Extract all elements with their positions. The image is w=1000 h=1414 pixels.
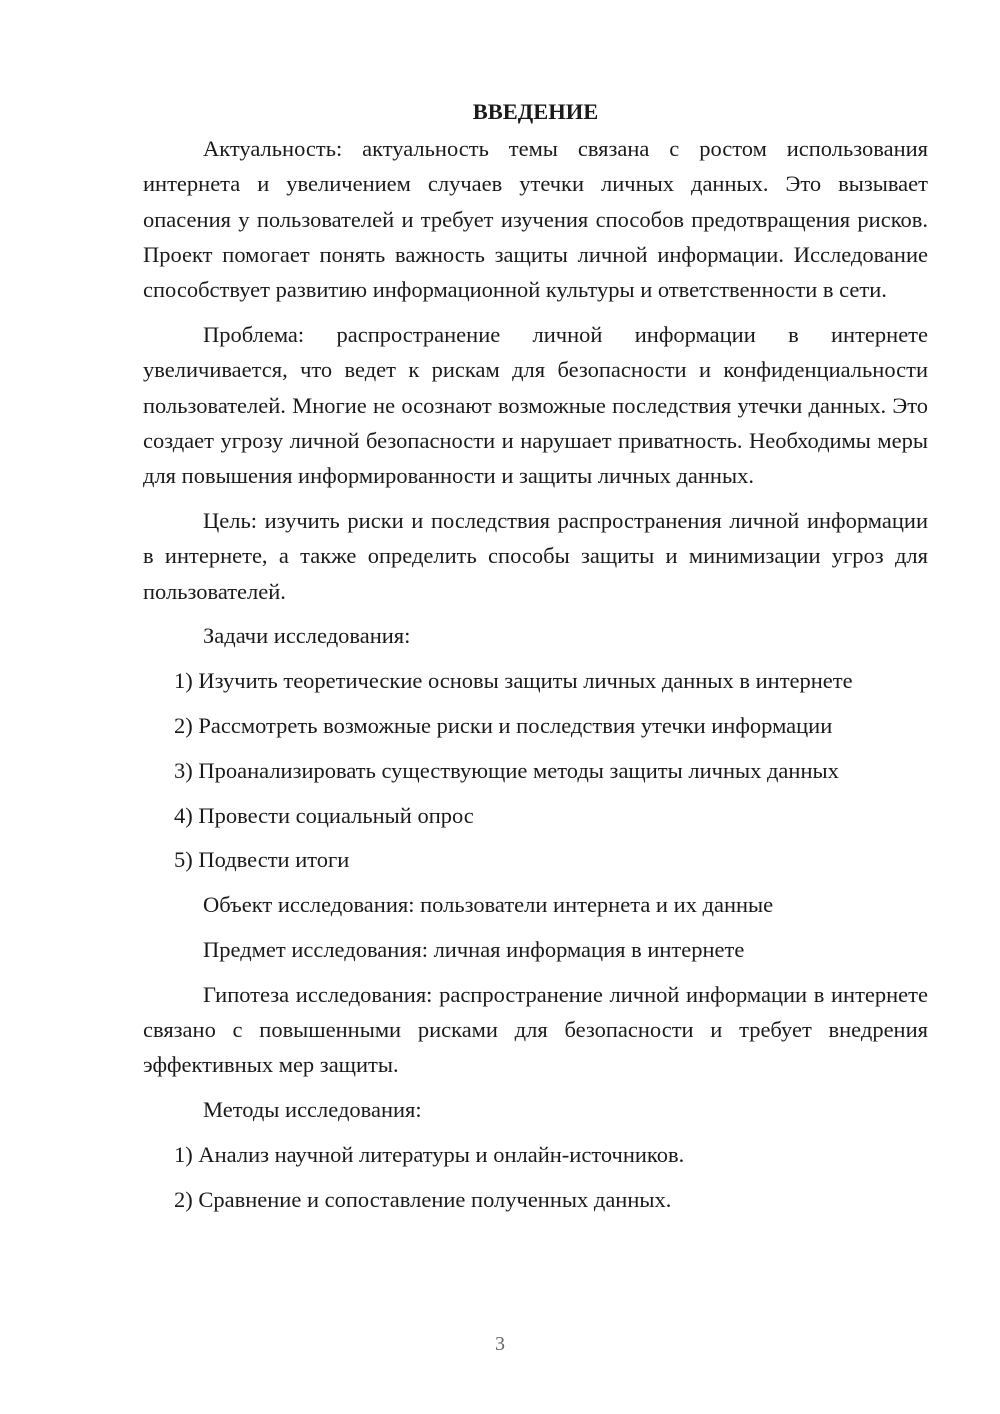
task-item: 5) Подвести итоги (174, 847, 350, 873)
object-paragraph: Объект исследования: пользователи интернета и их данные (203, 892, 774, 918)
task-item: 4) Провести социальный опрос (174, 802, 474, 828)
task-item: 3) Проанализировать существующие методы защиты личных данных (174, 757, 839, 783)
method-item: 2) Сравнение и сопоставление полученных данных. (174, 1186, 672, 1212)
relevance-paragraph: Актуальность: актуальность темы связана с ростом использования интернета и увеличением случаев утечки личных данных. Это вызывает опасения у пользователей и требует изучения способов предотвращения рисков. Проект помогает понять важность защиты личной информации. Исследование способствует развитию информационной культуры и ответственности в сети. (143, 136, 928, 303)
problem-paragraph: Проблема: распространение личной информации в интернете увеличивается, что ведет к рискам для безопасности и конфиденциальности пользователей. Многие не осознают возможные последствия утечки данных. Это создает угрозу личной безопасности и нарушает приватность. Необходимы меры для повышения информированности и защиты личных данных. (143, 321, 928, 489)
section-title: ВВЕДЕНИЕ (472, 99, 599, 124)
method-item: 1) Анализ научной литературы и онлайн-источников. (174, 1141, 685, 1167)
page-number: 3 (495, 1333, 505, 1355)
tasks-heading: Задачи исследования: (203, 623, 411, 649)
hypothesis-paragraph: Гипотеза исследования: распространение личной информации в интернете связано с повышенными рисками для безопасности и требует внедрения эффективных мер защиты. (143, 981, 928, 1078)
task-item: 2) Рассмотреть возможные риски и последствия утечки информации (174, 712, 833, 738)
task-item: 1) Изучить теоретические основы защиты личных данных в интернете (174, 668, 853, 694)
subject-paragraph: Предмет исследования: личная информация в интернете (203, 936, 745, 962)
goal-paragraph: Цель: изучить риски и последствия распространения личной информации в интернете, а также определить способы защиты и минимизации угроз для пользователей. (143, 507, 928, 604)
methods-heading: Методы исследования: (203, 1097, 422, 1123)
page-content (143, 94, 928, 1227)
